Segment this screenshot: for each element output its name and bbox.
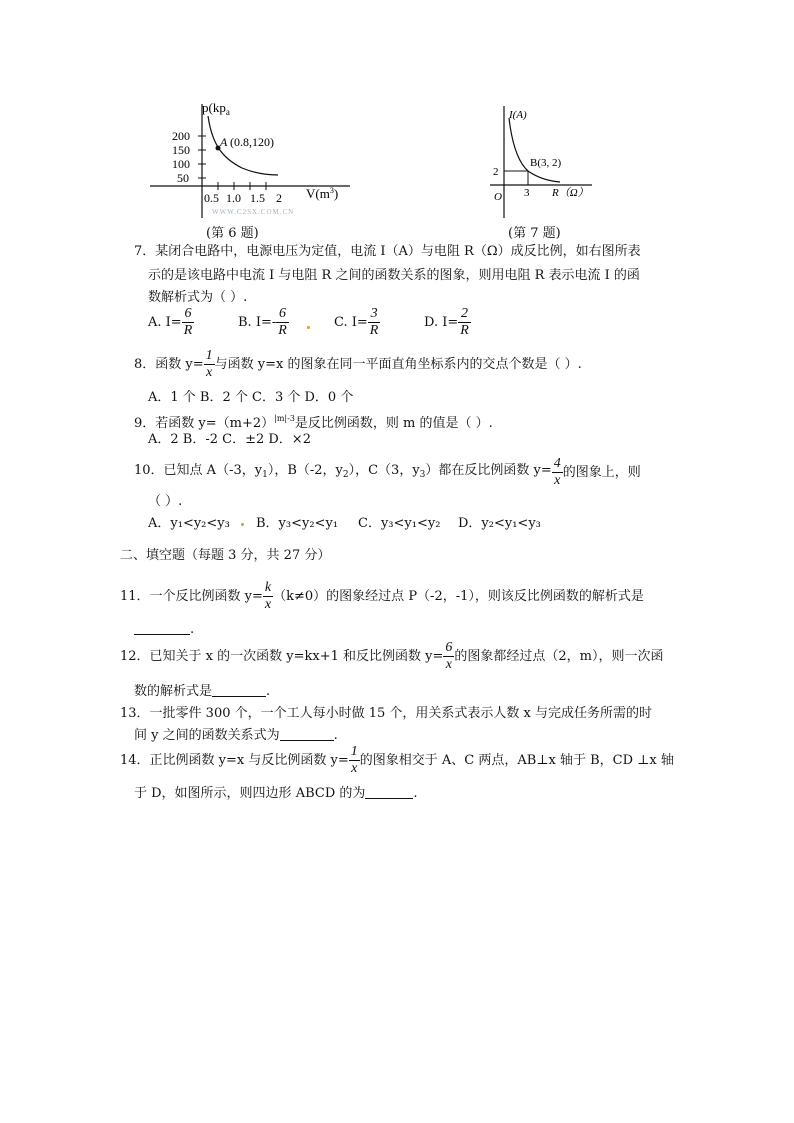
stray-dot (241, 523, 244, 526)
q10-option-a: A．y₁<y₂<y₃ (148, 516, 230, 531)
stray-dot (307, 326, 310, 329)
point-a-label: A (220, 135, 228, 149)
q14-blank[interactable] (365, 786, 413, 799)
x-tick-1-5: 1.5 (250, 191, 265, 205)
q12-answer-line: 数的解析式是 . (134, 684, 271, 699)
x-tick-1-0: 1.0 (226, 191, 241, 205)
x-tick-0-5: 0.5 (204, 191, 219, 205)
y-tick-200: 200 (172, 129, 190, 143)
y-tick-100: 100 (172, 157, 190, 171)
q12-stem: 12．已知关于 x 的一次函数 y=kx+1 和反比例函数 y= $\frac{6}{x}$ 的图象都经过点（2，m），则一次函 (120, 640, 664, 672)
y-tick-2: 2 (493, 166, 499, 178)
q7-option-d: D. I= $\frac{2}{R}$ (424, 306, 469, 338)
q9-options: A．2 B．-2 C．±2 D．×2 (148, 432, 311, 447)
current-curve (509, 118, 560, 182)
y-tick-150: 150 (172, 143, 190, 157)
y-axis-label: I(A) (509, 109, 527, 121)
q13-line1: 13．一批零件 300 个，一个工人每小时做 15 个，用关系式表示人数 x 与完成任务所需的时 (120, 706, 653, 721)
point-b-label: B(3, 2) (530, 157, 562, 169)
q7-line3: 数解析式为（ ）. (148, 290, 248, 305)
q7-option-a: A. I= $\frac{6}{R}$ (148, 306, 193, 338)
q7-line2: 示的是该电路中电流 I 与电阻 R 之间的函数关系的图象，则用电阻 R 表示电流 I 的函 (148, 268, 640, 283)
x-axis-label: $V(m^3)$ (306, 186, 339, 201)
q8-options: A．1 个 B．2 个 C．3 个 D．0 个 (148, 390, 354, 405)
q11-blank[interactable] (134, 622, 190, 635)
x-axis-label: R（Ω） (552, 187, 589, 199)
section-2-heading: 二、填空题（每题 3 分，共 27 分） (120, 548, 331, 563)
figure-6-caption: (第 6 题) (206, 226, 259, 241)
q9-stem: 9．若函数 $y=(m+2)^{|m|-3}$是反比例函数，则 m 的值是（ ）. (134, 414, 493, 431)
figure-7-caption: (第 7 题) (508, 226, 561, 241)
point-a-coords: (0.8,120) (230, 135, 274, 149)
q13-blank[interactable] (280, 728, 334, 741)
y-tick-50: 50 (177, 171, 189, 185)
x-tick-3: 3 (524, 187, 530, 199)
figure-6-graph (150, 98, 355, 226)
figure-7-graph (490, 104, 600, 222)
q14-answer-line: 于 D，如图所示，则四边形 ABCD 的为 . (134, 786, 418, 801)
q11-stem: 11．一个反比例函数 y= $\frac{k}{x}$ （k≠0）的图象经过点 P（-2，-1），则该反比例函数的解析式是 (120, 580, 644, 612)
q13-answer-line: 间 y 之间的函数关系式为 . (134, 728, 338, 743)
q10-stem: 10．已知点 A（-3，$y_1$），B（-2，$y_2$），C（3，$y_3$）都在反比例函数 y= $\frac{4}{x}$ 的图象上，则 (134, 456, 641, 488)
origin-label: O (494, 191, 502, 203)
q11-answer-line: . (134, 622, 194, 638)
q10-line2: （ ）. (148, 494, 183, 509)
q14-stem: 14．正比例函数 y=x 与反比例函数 y= $\frac{1}{x}$ 的图象相交于 A、C 两点，AB⊥x 轴于 B，CD ⊥x 轴 (120, 744, 674, 776)
q7-option-b: B. I=- $\frac{6}{R}$ (238, 306, 287, 338)
q10-option-b: B．y₃<y₂<y₁ (256, 516, 339, 531)
q8-stem: 8．函数 y= $\frac{1}{x}$ 与函数 y=x 的图象在同一平面直角坐标系内的交点个数是（ ）. (134, 348, 582, 380)
watermark: WWW.C2SX.COM.CN (212, 208, 295, 216)
q10-option-c: C．y₃<y₁<y₂ (358, 516, 441, 531)
x-tick-2: 2 (276, 191, 282, 205)
q12-blank[interactable] (212, 684, 266, 697)
y-axis-label: $p(kp_a$ (202, 100, 230, 117)
q7-option-c: C. I= $\frac{3}{R}$ (334, 306, 379, 338)
q10-option-d: D．y₂<y₁<y₃ (458, 516, 541, 531)
q7-line1: 7．某闭合电路中，电源电压为定值，电流 I（A）与电阻 R（Ω）成反比例，如右图所表 (134, 244, 641, 259)
